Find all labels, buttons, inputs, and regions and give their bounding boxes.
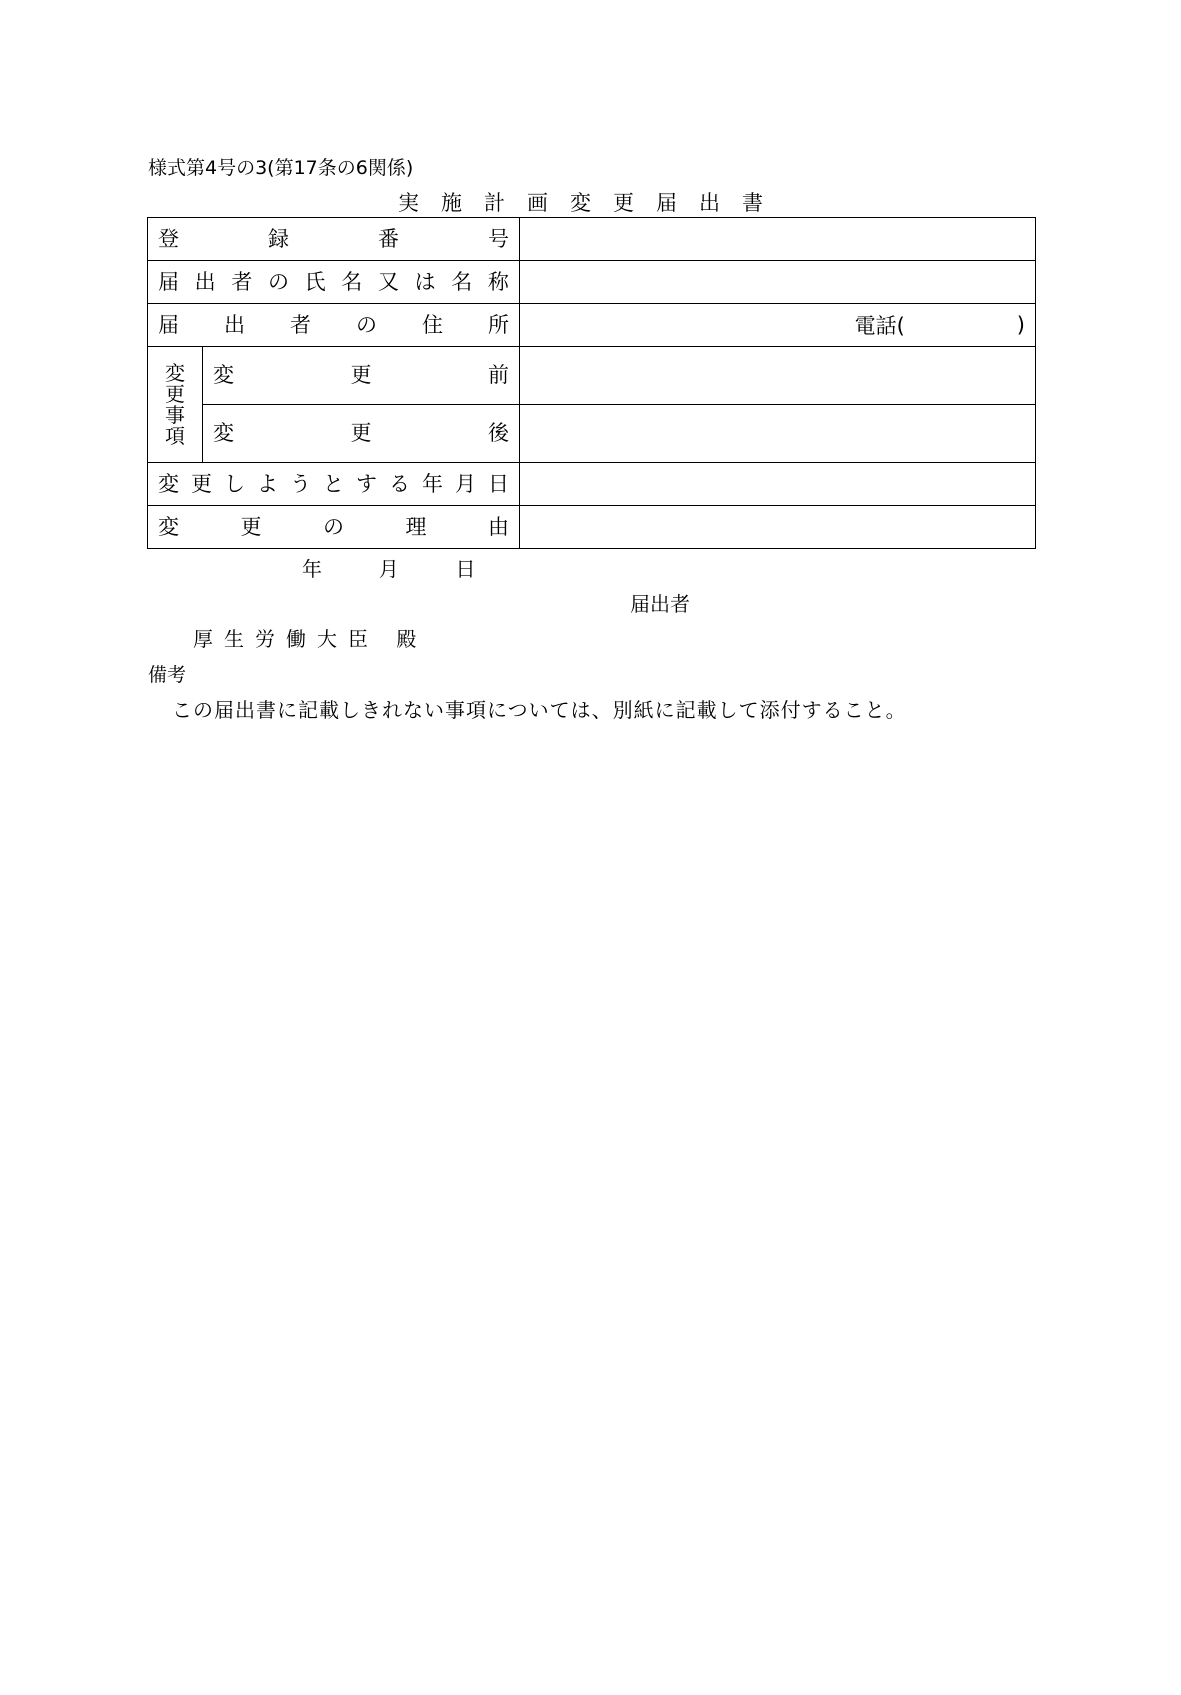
notification-form-table xyxy=(147,217,1036,549)
addressee: 厚生労働大臣 殿 xyxy=(193,627,428,651)
address-label-cell xyxy=(148,304,520,347)
label-char: 又 xyxy=(377,269,399,294)
label-char: 届 xyxy=(158,312,179,337)
label-char: 前 xyxy=(488,363,509,387)
label-char: 変 xyxy=(158,514,179,539)
label-char: は xyxy=(414,269,436,294)
form-number: 様式第4号の3(第17条の6関係) xyxy=(148,157,414,179)
notifier-label: 届出者 xyxy=(630,592,690,616)
label-char: 者 xyxy=(231,269,253,294)
label-char: 出 xyxy=(224,312,245,337)
label-char: す xyxy=(356,471,377,496)
label-char: の xyxy=(267,269,289,294)
table-row xyxy=(148,304,1036,347)
label-char: 称 xyxy=(487,269,509,294)
label-char: よ xyxy=(257,471,278,496)
date-year-label: 年 xyxy=(302,557,322,581)
table-row xyxy=(148,506,1036,549)
label-char: 所 xyxy=(488,312,509,337)
registration-number-label-cell xyxy=(148,218,520,261)
label-char: 登 xyxy=(158,226,179,251)
label-char: 由 xyxy=(488,514,509,539)
change-items-label xyxy=(148,360,202,448)
registration-number-label xyxy=(148,226,519,251)
address-field[interactable] xyxy=(520,304,1036,347)
label-char: 変 xyxy=(165,360,185,385)
label-char: 更 xyxy=(350,421,372,445)
after-label-cell xyxy=(203,405,520,463)
reason-label xyxy=(148,514,519,539)
before-label-cell xyxy=(203,347,520,405)
change-date-field[interactable] xyxy=(520,463,1036,506)
label-char: 変 xyxy=(158,471,179,496)
label-char: 番 xyxy=(378,226,399,251)
label-char: 後 xyxy=(488,421,509,445)
label-char: 更 xyxy=(191,471,212,496)
label-char: う xyxy=(290,471,311,496)
label-char: 年 xyxy=(422,471,443,496)
change-items-label-cell xyxy=(148,347,203,463)
label-char: の xyxy=(356,312,377,337)
date-month-label: 月 xyxy=(378,557,399,581)
label-char: 出 xyxy=(194,269,216,294)
remarks-heading: 備考 xyxy=(148,664,187,686)
name-label xyxy=(148,269,519,294)
remarks-text: この届出書に記載しきれない事項については、別紙に記載して添付すること。 xyxy=(172,698,907,722)
label-char: 変 xyxy=(213,421,234,445)
label-char: 更 xyxy=(240,514,262,539)
after-label xyxy=(203,423,519,444)
name-field[interactable] xyxy=(520,261,1036,304)
table-row xyxy=(148,347,1036,405)
reason-label-cell xyxy=(148,506,520,549)
date-day-label: 日 xyxy=(455,557,476,581)
label-char: 事 xyxy=(165,402,185,427)
label-char: 名 xyxy=(451,269,473,294)
label-char: 更 xyxy=(165,381,185,406)
phone-close: ) xyxy=(1016,313,1025,337)
label-char: 更 xyxy=(350,363,372,387)
phone-label: 電話( xyxy=(854,314,905,338)
label-char: 届 xyxy=(158,269,179,294)
address-label xyxy=(148,312,519,337)
before-label xyxy=(203,365,519,386)
change-date-label xyxy=(148,471,519,496)
table-row xyxy=(148,261,1036,304)
label-char: 名 xyxy=(341,269,363,294)
table-row xyxy=(148,218,1036,261)
name-label-cell xyxy=(148,261,520,304)
label-char: 月 xyxy=(455,471,476,496)
label-char: の xyxy=(323,514,344,539)
label-char: 氏 xyxy=(304,269,326,294)
label-char: し xyxy=(224,471,245,496)
change-date-label-cell xyxy=(148,463,520,506)
label-char: 録 xyxy=(268,226,289,251)
before-field[interactable] xyxy=(520,347,1036,405)
label-char: 変 xyxy=(213,363,234,387)
label-char: 項 xyxy=(165,423,185,448)
label-char: 者 xyxy=(290,312,311,337)
reason-field[interactable] xyxy=(520,506,1036,549)
label-char: る xyxy=(389,471,410,496)
label-char: と xyxy=(323,471,344,496)
submission-date xyxy=(302,553,475,582)
phone-field[interactable] xyxy=(520,310,1035,340)
after-field[interactable] xyxy=(520,405,1036,463)
registration-number-field[interactable] xyxy=(520,218,1036,261)
label-char: 日 xyxy=(488,471,509,496)
label-char: 住 xyxy=(422,312,443,337)
label-char: 号 xyxy=(488,226,509,251)
document-title: 実施計画変更届出書 xyxy=(398,191,785,215)
table-row xyxy=(148,463,1036,506)
table-row xyxy=(148,405,1036,463)
label-char: 理 xyxy=(405,514,427,539)
